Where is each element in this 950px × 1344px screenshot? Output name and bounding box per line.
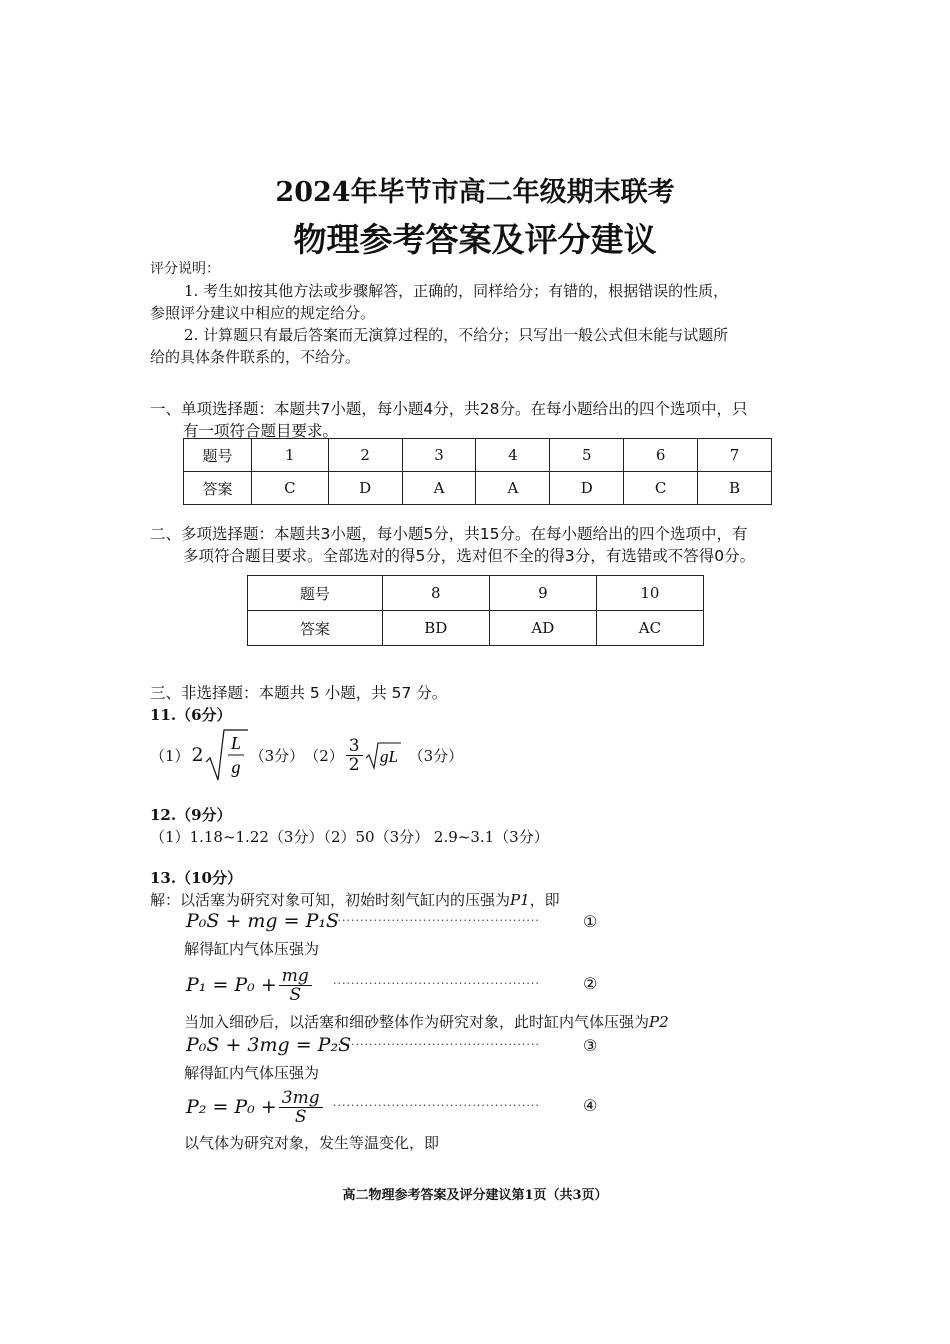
answer-cell: A: [476, 472, 550, 505]
note2-line1: 2. 计算题只有最后答案而无演算过程的，不给分；只写出一般公式但未能与试题所: [184, 326, 729, 344]
question-number: 8: [382, 576, 489, 611]
table-row: [184, 472, 772, 505]
equation-2-lhs: P₁ = P₀ +: [186, 974, 277, 996]
q13-text-5: 以气体为研究对象，发生等温变化，即: [184, 1134, 440, 1152]
question-number: 1: [251, 439, 328, 472]
q13-intro-variable: P1: [510, 891, 530, 909]
question-number: 5: [550, 439, 624, 472]
q11-part1-numerator: L: [230, 733, 241, 753]
q13-text-2: 解得缸内气体压强为: [184, 940, 320, 958]
table-row: [248, 576, 704, 611]
q11-part2-radicand: gL: [379, 747, 398, 766]
q12-answer: （1）1.18~1.22（3分）（2）50（3分） 2.9~3.1（3分）: [150, 828, 549, 846]
section1-description: 一、单项选择题：本题共7小题，每小题4分，共28分。在每小题给出的四个选项中，只: [150, 400, 748, 418]
q13-text-3: [184, 1011, 669, 1033]
equation-2-mark: ②: [583, 974, 598, 993]
table-row: [184, 439, 772, 472]
equation-1-mark: ①: [583, 912, 598, 931]
q13-heading: 13.（10分）: [150, 869, 242, 887]
document-title: 物理参考答案及评分建议: [293, 220, 657, 259]
question-number: 10: [596, 576, 703, 611]
q11-heading: 11.（6分）: [150, 706, 232, 724]
q11-part1-label: （1）: [150, 746, 190, 765]
section1-answer-table: [183, 438, 772, 505]
q11-part2-denominator: 2: [348, 754, 360, 775]
leader-dots: ··············································: [333, 1099, 540, 1112]
q13-text-4: 解得缸内气体压强为: [184, 1064, 320, 1082]
answer-cell: B: [698, 472, 772, 505]
answer-cell: D: [550, 472, 624, 505]
equation-2: [186, 962, 314, 1008]
q11-part1-score: （3分）: [249, 746, 305, 765]
note2-line2: 给的具体条件联系的，不给分。: [150, 348, 361, 366]
equation-1: P₀S + mg = P₁S: [186, 910, 340, 932]
note1-line2: 参照评分建议中相应的规定给分。: [150, 304, 376, 322]
answer-cell: D: [328, 472, 402, 505]
exam-title: 2024年毕节市高二年级期末联考: [275, 177, 675, 208]
sqrt-symbol: [204, 728, 268, 782]
leader-dots: ··············································: [333, 1038, 540, 1051]
question-number: 7: [698, 439, 772, 472]
q11-part2-numerator: 3: [346, 737, 363, 756]
sqrt-symbol: [365, 740, 403, 770]
section2-answer-table: [247, 575, 704, 646]
answer-cell: C: [624, 472, 698, 505]
question-number: 6: [624, 439, 698, 472]
section1-description-cont: 有一项符合题目要求。: [183, 422, 339, 440]
leader-dots: ··············································: [333, 977, 540, 990]
equation-2-numerator: mg: [279, 967, 312, 986]
equation-4-numerator: 3mg: [279, 1089, 323, 1108]
answer-cell: BD: [382, 611, 489, 646]
answer-cell: AC: [596, 611, 703, 646]
question-number: 4: [476, 439, 550, 472]
q11-part2-score: （3分）: [408, 746, 464, 765]
question-number: 9: [489, 576, 596, 611]
answer-cell: A: [402, 472, 476, 505]
answer-cell: AD: [489, 611, 596, 646]
table-row: [248, 611, 704, 646]
page-footer: 高二物理参考答案及评分建议第1页（共3页）: [342, 1188, 608, 1203]
leader-dots: ··············································: [333, 914, 540, 927]
scoring-notes-heading: 评分说明：: [150, 261, 220, 277]
equation-4-lhs: P₂ = P₀ +: [186, 1096, 277, 1118]
answer-cell: C: [251, 472, 328, 505]
q11-part1-denominator: g: [231, 757, 241, 777]
row-label-answer: 答案: [248, 611, 383, 646]
equation-2-fraction: [279, 967, 312, 1004]
equation-4-denominator: S: [294, 1106, 307, 1127]
question-number: 3: [402, 439, 476, 472]
note1-line1: 1. 考生如按其他方法或步骤解答，正确的，同样给分；有错的，根据错误的性质，: [184, 282, 729, 300]
equation-3: P₀S + 3mg = P₂S: [186, 1034, 352, 1056]
q13-text-3-body: 当加入细砂后，以活塞和细砂整体作为研究对象，此时缸内气体压强为: [184, 1013, 650, 1031]
section2-description: 二、多项选择题：本题共3小题，每小题5分，共15分。在每小题给出的四个选项中，有: [150, 525, 748, 543]
equation-4-fraction: [279, 1089, 323, 1126]
q11-part2-fraction: [346, 737, 363, 774]
q13-intro-suffix: ，即: [529, 891, 560, 909]
q13-text-3-variable: P2: [649, 1013, 669, 1031]
section2-description-cont: 多项符合题目要求。全部选对的得5分，选对但不全的得3分，有选错或不答得0分。: [183, 547, 756, 565]
equation-2-denominator: S: [289, 984, 302, 1005]
q11-answer: [150, 728, 463, 782]
q12-heading: 12.（9分）: [150, 806, 232, 824]
equation-4: [186, 1084, 325, 1130]
row-label-number: 题号: [184, 439, 252, 472]
equation-3-mark: ③: [583, 1036, 598, 1055]
q11-part2-label: （2）: [304, 746, 344, 765]
q11-part1-coefficient: 2: [191, 744, 204, 766]
row-label-number: 题号: [248, 576, 383, 611]
section3-heading: 三、非选择题：本题共 5 小题，共 57 分。: [150, 684, 448, 702]
q13-intro: [150, 889, 560, 911]
equation-4-mark: ④: [583, 1096, 598, 1115]
row-label-answer: 答案: [184, 472, 252, 505]
question-number: 2: [328, 439, 402, 472]
q13-intro-text: 解：以活塞为研究对象可知，初始时刻气缸内的压强为: [150, 891, 511, 909]
